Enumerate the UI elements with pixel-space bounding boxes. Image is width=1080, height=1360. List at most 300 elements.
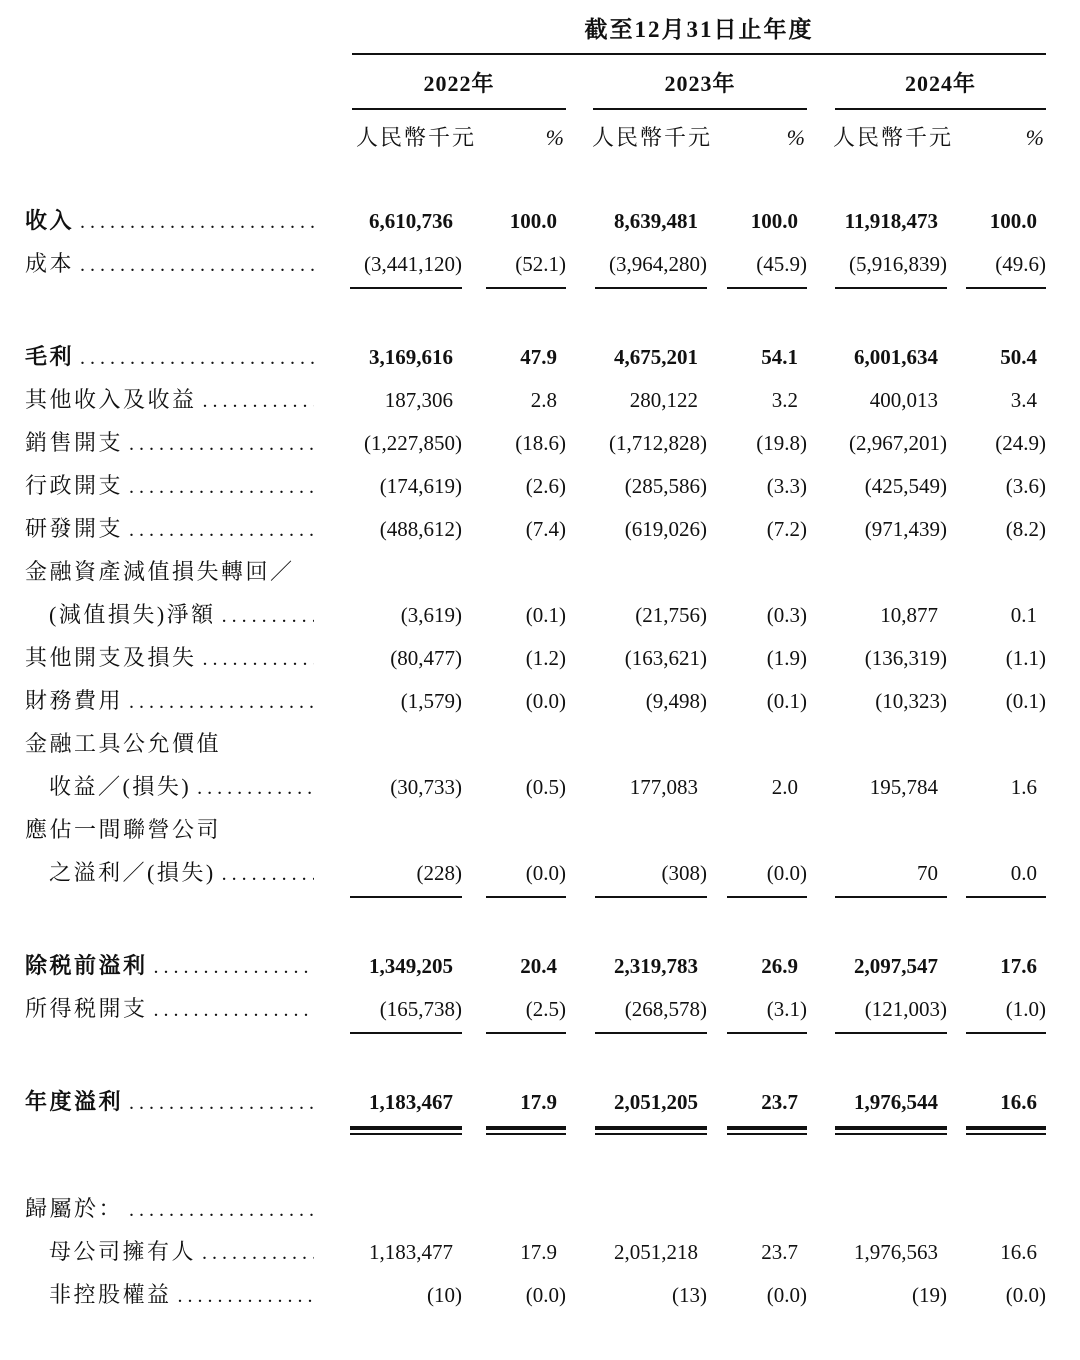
row-label-text: 年度溢利	[25, 1089, 124, 1114]
value-cell	[330, 386, 462, 415]
unit-label-2023: 人民幣千元	[592, 125, 713, 150]
label-column-spacer	[25, 123, 330, 152]
table-row	[25, 1237, 1046, 1280]
value-cell	[566, 601, 707, 630]
row-label	[25, 1087, 330, 1118]
value-text: 20.4	[520, 954, 557, 978]
value-text: 3.4	[1010, 388, 1037, 412]
table-row	[25, 1280, 1046, 1323]
value-text: (3,964,280)	[595, 250, 707, 289]
value-text: 6,610,736	[369, 209, 453, 233]
value-text: (0.0)	[525, 1283, 566, 1307]
label-column-spacer	[25, 69, 330, 110]
value-text: (1,227,850)	[364, 431, 462, 455]
value-cell	[807, 1281, 947, 1310]
value-cell	[947, 687, 1046, 716]
value-cell	[947, 207, 1046, 236]
value-cell	[462, 687, 566, 716]
value-text: 17.6	[1000, 954, 1037, 978]
value-cell	[807, 1238, 947, 1267]
value-text: (1,712,828)	[609, 431, 707, 455]
dot-leader	[129, 686, 314, 717]
value-cell	[462, 250, 566, 289]
row-label-text: 其他收入及收益	[25, 387, 197, 412]
value-text: (1.1)	[1005, 646, 1046, 670]
percent-label-2022: %	[545, 125, 564, 150]
value-text: 1,976,544	[835, 1088, 947, 1130]
value-text: (49.6)	[966, 250, 1046, 289]
value-text: 2,051,218	[614, 1240, 698, 1264]
table-row	[25, 514, 1046, 557]
value-cell	[462, 429, 566, 458]
value-cell	[462, 207, 566, 236]
period-title: 截至12月31日止年度	[584, 17, 814, 42]
value-cell	[807, 644, 947, 673]
value-cell	[330, 1238, 462, 1267]
value-text: (10,323)	[875, 689, 947, 713]
value-text: 187,306	[384, 388, 453, 412]
value-text: 47.9	[520, 345, 557, 369]
value-text: 1,976,563	[854, 1240, 938, 1264]
table-row	[25, 772, 1046, 815]
value-text: (10)	[427, 1283, 462, 1307]
row-label	[25, 471, 330, 502]
value-cell	[947, 1281, 1046, 1310]
value-cell	[807, 515, 947, 544]
table-row	[25, 428, 1046, 471]
value-text: 8,639,481	[614, 209, 698, 233]
value-cell	[807, 1088, 947, 1130]
value-text: (18.6)	[515, 431, 566, 455]
value-text: (2,967,201)	[849, 431, 947, 455]
value-text: 2.0	[771, 775, 798, 799]
value-text: (5,916,839)	[835, 250, 947, 289]
value-text: (3.1)	[727, 995, 807, 1034]
value-text: 1,183,477	[369, 1240, 453, 1264]
dot-leader	[154, 994, 314, 1025]
value-cell	[807, 472, 947, 501]
value-cell	[462, 859, 566, 898]
value-text: (3.6)	[1005, 474, 1046, 498]
value-cell	[707, 386, 807, 415]
dot-leader	[222, 600, 314, 631]
value-cell	[947, 472, 1046, 501]
value-cell	[566, 952, 707, 981]
dot-leader	[129, 1087, 314, 1118]
value-cell	[947, 1238, 1046, 1267]
value-cell	[947, 644, 1046, 673]
period-rule	[352, 53, 1046, 55]
value-cell	[707, 601, 807, 630]
value-cell	[566, 207, 707, 236]
value-cell	[462, 472, 566, 501]
dot-leader	[129, 1194, 314, 1225]
table-row	[25, 1087, 1046, 1130]
row-label-text: 成本	[25, 251, 75, 276]
value-cell	[566, 515, 707, 544]
value-text: (308)	[595, 859, 707, 898]
table-row	[25, 385, 1046, 428]
value-text: 54.1	[761, 345, 798, 369]
value-cell	[330, 207, 462, 236]
value-text: 3.2	[771, 388, 798, 412]
value-cell	[566, 687, 707, 716]
percent-label-2024: %	[1025, 125, 1044, 150]
value-cell	[707, 1281, 807, 1310]
value-cell	[707, 207, 807, 236]
value-text: 50.4	[1000, 345, 1037, 369]
value-text: 2,097,547	[854, 954, 938, 978]
value-text: (13)	[672, 1283, 707, 1307]
percent-label-2023: %	[786, 125, 805, 150]
row-label	[25, 994, 330, 1025]
row-label-text: 應佔一間聯營公司	[25, 817, 222, 842]
value-cell	[947, 952, 1046, 981]
value-text: (8.2)	[1005, 517, 1046, 541]
value-cell	[947, 515, 1046, 544]
value-text: (1.9)	[766, 646, 807, 670]
row-label-text: 所得税開支	[25, 996, 148, 1021]
value-text: 23.7	[727, 1088, 807, 1130]
value-cell	[462, 601, 566, 630]
value-text: (2.5)	[486, 995, 566, 1034]
value-cell	[707, 343, 807, 372]
value-text: (0.1)	[766, 689, 807, 713]
row-label-text: 母公司擁有人	[49, 1239, 197, 1264]
dot-leader	[80, 249, 314, 280]
row-label	[25, 951, 330, 982]
value-text: (425,549)	[864, 474, 947, 498]
row-label	[25, 249, 330, 280]
value-text: 280,122	[629, 388, 698, 412]
table-row	[25, 858, 1046, 901]
value-text: (488,612)	[379, 517, 462, 541]
dot-leader	[129, 428, 314, 459]
dot-leader	[80, 206, 314, 237]
table-row	[25, 815, 1046, 858]
value-cell	[807, 952, 947, 981]
value-text: (228)	[350, 859, 462, 898]
value-text: (971,439)	[864, 517, 947, 541]
value-cell	[462, 995, 566, 1034]
unit-label-2022: 人民幣千元	[356, 125, 477, 150]
value-cell	[807, 995, 947, 1034]
value-cell	[330, 687, 462, 716]
table-row	[25, 557, 1046, 600]
value-cell	[330, 995, 462, 1034]
value-text: (136,319)	[864, 646, 947, 670]
value-text: (619,026)	[624, 517, 707, 541]
value-cell	[462, 515, 566, 544]
value-text: 23.7	[761, 1240, 798, 1264]
table-row	[25, 994, 1046, 1037]
value-cell	[462, 644, 566, 673]
value-text: (0.5)	[525, 775, 566, 799]
row-label	[25, 428, 330, 459]
value-cell	[566, 1281, 707, 1310]
table-row	[25, 951, 1046, 994]
value-text: 195,784	[869, 775, 938, 799]
dot-leader	[129, 471, 314, 502]
value-text: (0.0)	[1005, 1283, 1046, 1307]
row-label-text: 其他開支及損失	[25, 645, 197, 670]
value-text: 100.0	[509, 209, 557, 233]
value-text: 1,183,467	[350, 1088, 462, 1130]
value-cell	[330, 952, 462, 981]
value-cell	[330, 472, 462, 501]
row-label	[25, 815, 330, 844]
value-cell	[707, 429, 807, 458]
value-cell	[807, 343, 947, 372]
value-cell	[566, 773, 707, 802]
value-text: (3,619)	[400, 603, 462, 627]
value-cell	[947, 773, 1046, 802]
row-label-text: 除税前溢利	[25, 953, 148, 978]
row-label-text: 歸屬於：	[25, 1196, 124, 1221]
value-text: (0.3)	[766, 603, 807, 627]
value-text: (80,477)	[390, 646, 462, 670]
value-cell	[330, 859, 462, 898]
table-row	[25, 600, 1046, 643]
value-cell	[707, 1238, 807, 1267]
row-label-text: (減值損失)淨額	[49, 602, 216, 627]
value-text: (165,738)	[350, 995, 462, 1034]
value-text: 2,051,205	[595, 1088, 707, 1130]
value-text: 70	[835, 859, 947, 898]
row-label	[25, 686, 330, 717]
value-cell	[807, 207, 947, 236]
value-cell	[330, 644, 462, 673]
value-cell	[807, 601, 947, 630]
value-text: 2.8	[530, 388, 557, 412]
value-text: (19)	[912, 1283, 947, 1307]
value-text: (285,586)	[624, 474, 707, 498]
value-text: (0.1)	[525, 603, 566, 627]
value-text: 26.9	[761, 954, 798, 978]
row-label-text: 財務費用	[25, 688, 124, 713]
value-cell	[947, 601, 1046, 630]
value-cell	[947, 1088, 1046, 1130]
value-cell	[462, 1281, 566, 1310]
year-header-row	[25, 69, 1046, 110]
value-text: 1,349,205	[369, 954, 453, 978]
dot-leader	[80, 342, 314, 373]
row-label	[25, 206, 330, 237]
row-label	[25, 1280, 330, 1311]
row-label-text: 毛利	[25, 344, 75, 369]
value-text: 0.0	[966, 859, 1046, 898]
value-cell	[947, 429, 1046, 458]
value-text: (0.1)	[1005, 689, 1046, 713]
value-cell	[330, 343, 462, 372]
value-text: (24.9)	[995, 431, 1046, 455]
value-cell	[947, 343, 1046, 372]
value-text: (163,621)	[624, 646, 707, 670]
table-row	[25, 249, 1046, 292]
row-label	[25, 342, 330, 373]
table-row	[25, 206, 1046, 249]
value-text: (9,498)	[645, 689, 707, 713]
value-text: (3,441,120)	[350, 250, 462, 289]
dot-leader	[178, 1280, 314, 1311]
value-cell	[566, 386, 707, 415]
dot-leader	[203, 643, 314, 674]
value-cell	[462, 386, 566, 415]
value-cell	[707, 952, 807, 981]
value-text: (0.0)	[766, 1283, 807, 1307]
value-text: (121,003)	[835, 995, 947, 1034]
row-label-text: 收入	[25, 208, 75, 233]
value-text: (0.0)	[727, 859, 807, 898]
value-text: (3.3)	[766, 474, 807, 498]
value-text: 16.6	[966, 1088, 1046, 1130]
value-cell	[707, 515, 807, 544]
value-text: 2,319,783	[614, 954, 698, 978]
value-text: 17.9	[486, 1088, 566, 1130]
year-2023-header: 2023年	[593, 69, 807, 110]
value-text: (7.2)	[766, 517, 807, 541]
value-text: 16.6	[1000, 1240, 1037, 1264]
value-cell	[707, 472, 807, 501]
value-text: (30,733)	[390, 775, 462, 799]
row-label-text: 銷售開支	[25, 430, 124, 455]
row-label	[25, 385, 330, 416]
value-cell	[330, 1088, 462, 1130]
row-label-text: 收益／(損失)	[49, 774, 192, 799]
value-cell	[566, 472, 707, 501]
value-cell	[807, 386, 947, 415]
value-text: 100.0	[750, 209, 798, 233]
value-text: 177,083	[629, 775, 698, 799]
row-label	[25, 600, 330, 631]
row-label-text: 研發開支	[25, 516, 124, 541]
value-cell	[707, 1088, 807, 1130]
value-text: (268,578)	[595, 995, 707, 1034]
value-cell	[807, 859, 947, 898]
value-cell	[807, 429, 947, 458]
value-cell	[566, 644, 707, 673]
unit-label-2024: 人民幣千元	[833, 125, 954, 150]
value-cell	[707, 644, 807, 673]
value-cell	[330, 429, 462, 458]
value-cell	[330, 773, 462, 802]
value-text: 0.1	[1010, 603, 1037, 627]
value-text: (21,756)	[635, 603, 707, 627]
row-label	[25, 1237, 330, 1268]
row-label-text: 金融工具公允價值	[25, 731, 222, 756]
row-label-text: 行政開支	[25, 473, 124, 498]
value-cell	[462, 952, 566, 981]
value-cell	[462, 773, 566, 802]
value-cell	[566, 859, 707, 898]
value-text: (7.4)	[525, 517, 566, 541]
value-text: 6,001,634	[854, 345, 938, 369]
row-label	[25, 514, 330, 545]
value-text: (1,579)	[400, 689, 462, 713]
value-text: 400,013	[869, 388, 938, 412]
value-cell	[947, 250, 1046, 289]
value-cell	[462, 343, 566, 372]
row-label	[25, 858, 330, 889]
value-cell	[566, 343, 707, 372]
value-text: 11,918,473	[844, 209, 938, 233]
value-cell	[330, 250, 462, 289]
value-text: (0.0)	[486, 859, 566, 898]
year-2022-header: 2022年	[352, 69, 566, 110]
dot-leader	[203, 385, 314, 416]
dot-leader	[197, 772, 314, 803]
value-text: (1.0)	[966, 995, 1046, 1034]
value-cell	[947, 995, 1046, 1034]
value-cell	[807, 687, 947, 716]
dot-leader	[154, 951, 314, 982]
value-text: (1.2)	[525, 646, 566, 670]
row-label	[25, 1194, 330, 1225]
value-cell	[566, 429, 707, 458]
year-2024-header: 2024年	[835, 69, 1046, 110]
value-cell	[707, 250, 807, 289]
dot-leader	[129, 514, 314, 545]
table-row	[25, 342, 1046, 385]
value-cell	[807, 773, 947, 802]
table-row	[25, 1194, 1046, 1237]
value-cell	[330, 601, 462, 630]
value-cell	[566, 1088, 707, 1130]
table-body	[25, 206, 1046, 1323]
value-cell	[462, 1238, 566, 1267]
value-cell	[807, 250, 947, 289]
table-row	[25, 729, 1046, 772]
value-text: 1.6	[1010, 775, 1037, 799]
value-text: (174,619)	[379, 474, 462, 498]
dot-leader	[202, 1237, 314, 1268]
period-header	[352, 16, 1046, 44]
value-cell	[330, 515, 462, 544]
row-label-text: 金融資產減值損失轉回／	[25, 559, 295, 584]
unit-header-row	[25, 123, 1046, 152]
value-cell	[462, 1088, 566, 1130]
value-cell	[566, 1238, 707, 1267]
row-label	[25, 557, 330, 586]
value-text: (2.6)	[525, 474, 566, 498]
row-label	[25, 729, 330, 758]
value-text: (45.9)	[727, 250, 807, 289]
value-text: (52.1)	[486, 250, 566, 289]
value-cell	[707, 995, 807, 1034]
table-row	[25, 686, 1046, 729]
value-cell	[707, 687, 807, 716]
row-label-text: 非控股權益	[49, 1282, 172, 1307]
row-label-text: 之溢利／(損失)	[49, 860, 216, 885]
value-text: (0.0)	[525, 689, 566, 713]
dot-leader	[222, 858, 314, 889]
value-text: 17.9	[520, 1240, 557, 1264]
value-cell	[707, 773, 807, 802]
table-row	[25, 643, 1046, 686]
value-text: 4,675,201	[614, 345, 698, 369]
value-text: 10,877	[880, 603, 938, 627]
value-cell	[707, 859, 807, 898]
row-label	[25, 772, 330, 803]
value-text: 3,169,616	[369, 345, 453, 369]
value-text: 100.0	[989, 209, 1037, 233]
table-row	[25, 471, 1046, 514]
value-cell	[566, 995, 707, 1034]
value-cell	[947, 859, 1046, 898]
row-label	[25, 643, 330, 674]
value-cell	[947, 386, 1046, 415]
value-cell	[566, 250, 707, 289]
